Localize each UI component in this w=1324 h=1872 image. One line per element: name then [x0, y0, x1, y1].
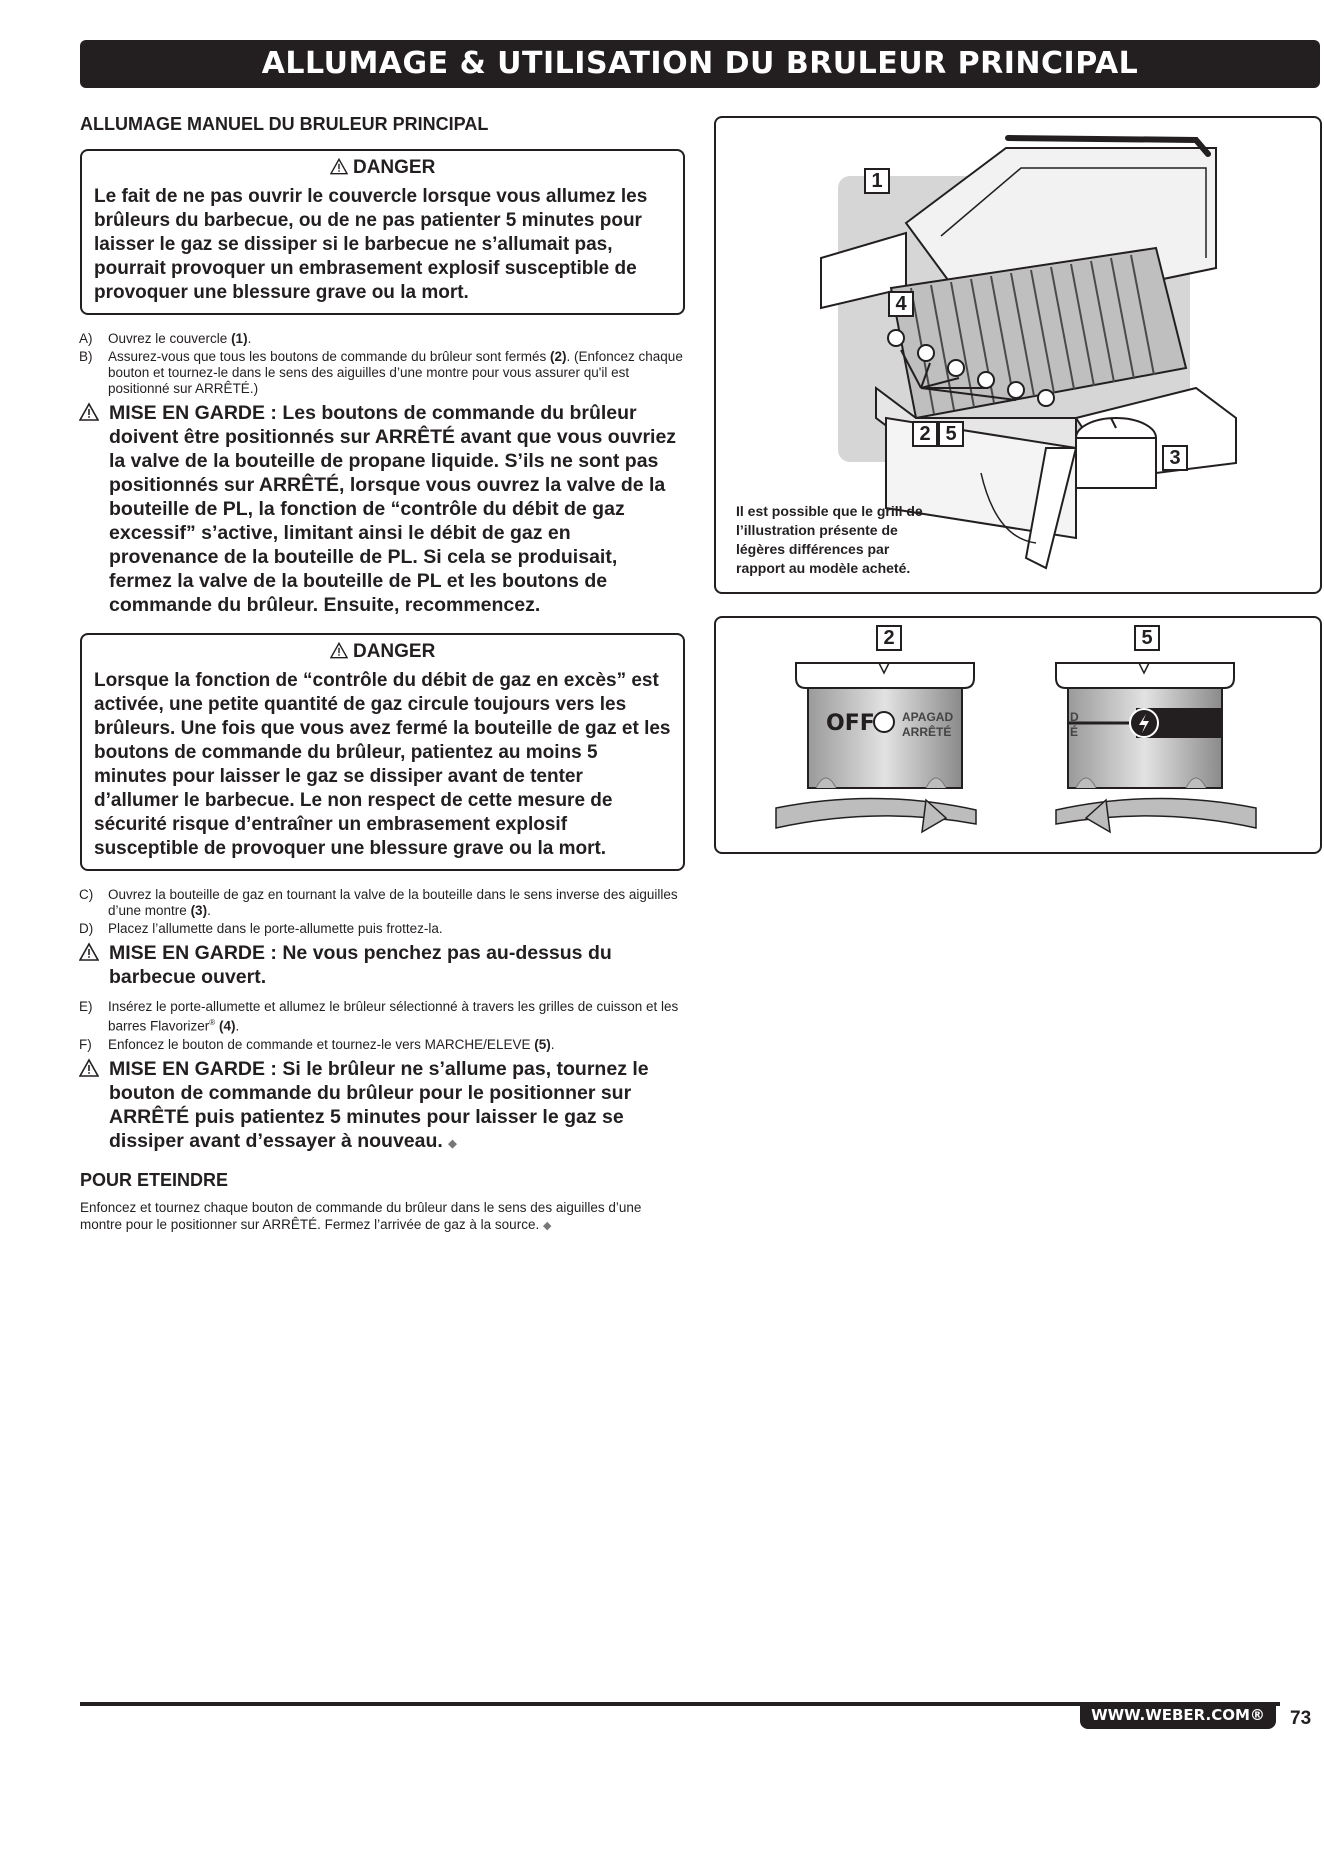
- callout-1: 1: [864, 168, 890, 194]
- callout-5: 5: [938, 421, 964, 447]
- callout-4: 4: [888, 291, 914, 317]
- warning-triangle-icon: [330, 158, 348, 175]
- callout-2: 2: [912, 421, 938, 447]
- step-a: A) Ouvrez le couvercle (1).: [79, 331, 252, 346]
- step-f: F) Enfoncez le bouton de commande et tournez-le vers MARCHE/ELEVE (5).: [79, 1036, 555, 1052]
- step-e: E) Insérez le porte-allumette et allumez le brûleur sélectionné à travers les grilles de cuisson et les barres Flavorizer® (4).: [79, 999, 679, 1034]
- warning-2: MISE EN GARDE : Ne vous penchez pas au-dessus du barbecue ouvert.: [79, 941, 685, 989]
- callout-5: 5: [1134, 625, 1160, 651]
- callout-3: 3: [1162, 445, 1188, 471]
- danger-text: Lorsque la fonction de “contrôle du débit de gaz en excès” est activée, une petite quantité de gaz circule toujours vers les brûleurs. Une fois que vous avez fermé la bouteille de gaz et les boutons de commande du brûleur, patientez au moins 5 minutes pour laisser le gaz se dissiper avant de tenter d’allumer le barbecue. Le non respect de cette mesure de sécurité risque d’entraîner un embrasement explosif susceptible de provoquer une blessure grave ou la mort.: [94, 670, 671, 859]
- danger-text: Le fait de ne pas ouvrir le couvercle lorsque vous allumez les brûleurs du barbecue, ou de ne pas patienter 5 minutes pour laisser le gaz se dissiper si le barbecue ne s’allumait pas, pourrait provoquer un embrasement explosif susceptible de provoquer une blessure grave ou la mort.: [94, 186, 648, 303]
- figure-knobs: [714, 616, 1322, 854]
- warning-triangle-icon: [79, 1058, 99, 1078]
- knob-off-text: APAGAD ARRÊTÉ: [902, 710, 954, 739]
- page-number: 73: [1290, 1708, 1312, 1729]
- danger-title: DANGER: [94, 157, 671, 179]
- warning-triangle-icon: [330, 642, 348, 659]
- step-b: B) Assurez-vous que tous les boutons de commande du brûleur sont fermés (2). (Enfoncez chaque bouton et tournez-le dans le sens des aiguilles d’une montre pour vous assurer qu'il est positionné sur ARRÊTÉ.): [79, 349, 683, 396]
- page-title: ALLUMAGE & UTILISATION DU BRULEUR PRINCIPAL: [261, 46, 1139, 81]
- end-mark: ◆: [448, 1137, 457, 1150]
- danger-title: DANGER: [94, 641, 671, 663]
- section-title-turn-off: POUR ETEINDRE: [80, 1169, 229, 1190]
- knob-off-label: OFF: [826, 711, 875, 736]
- steps-e-f: [80, 999, 685, 1053]
- knob-illustration: [716, 618, 1320, 852]
- callout-2: 2: [876, 625, 902, 651]
- step-c: C) Ouvrez la bouteille de gaz en tournant la valve de la bouteille dans le sens inverse des aiguilles d’une montre (3).: [79, 887, 678, 918]
- figure-grill: [714, 116, 1322, 594]
- figure-caption: Il est possible que le grill de l’illustration présente de légères différences par rapport au modèle acheté.: [736, 503, 923, 576]
- end-mark: ◆: [542, 1219, 552, 1232]
- steps-a-b: [80, 331, 685, 397]
- footer-website: WWW.WEBER.COM®: [1080, 1703, 1276, 1729]
- page-header: [80, 40, 1320, 88]
- section-title-manual-lighting: ALLUMAGE MANUEL DU BRULEUR PRINCIPAL: [80, 114, 489, 134]
- warning-triangle-icon: [79, 402, 99, 422]
- warning-triangle-icon: [79, 942, 99, 962]
- warning-1: MISE EN GARDE : Les boutons de commande du brûleur doivent être positionnés sur ARRÊTÉ avant que vous ouvriez la valve de la bouteille de propane liquide. S’ils ne sont pas positionnés sur ARRÊTÉ, lorsque vous ouvrez la valve de la bouteille de PL, la fonction de “contrôle du débit de gaz excessif” s’active, limitant ainsi le débit de gaz en provenance de la bouteille de PL. Si cela se produisait, fermez la valve de la bouteille de PL et les boutons de commande du brûleur. Ensuite, recommencez.: [79, 401, 685, 617]
- warning-3: MISE EN GARDE : Si le brûleur ne s’allume pas, tournez le bouton de commande du brûleur pour le positionner sur ARRÊTÉ puis patientez 5 minutes pour laisser le gaz se dissiper avant d’essayer à nouveau. ◆: [79, 1057, 685, 1156]
- turn-off-text: Enfoncez et tournez chaque bouton de commande du brûleur dans le sens des aiguilles d’une montre pour le positionner sur ARRÊTÉ. Fermez l’arrivée de gaz à la source. ◆: [80, 1199, 642, 1232]
- instructions-column: [80, 100, 685, 1235]
- knob-high-text: D É: [1070, 710, 1079, 739]
- step-d: D) Placez l’allumette dans le porte-allumette puis frottez-la.: [79, 921, 443, 936]
- danger-box-1: [80, 149, 685, 315]
- steps-c-d: [80, 887, 685, 937]
- danger-box-2: [80, 633, 685, 871]
